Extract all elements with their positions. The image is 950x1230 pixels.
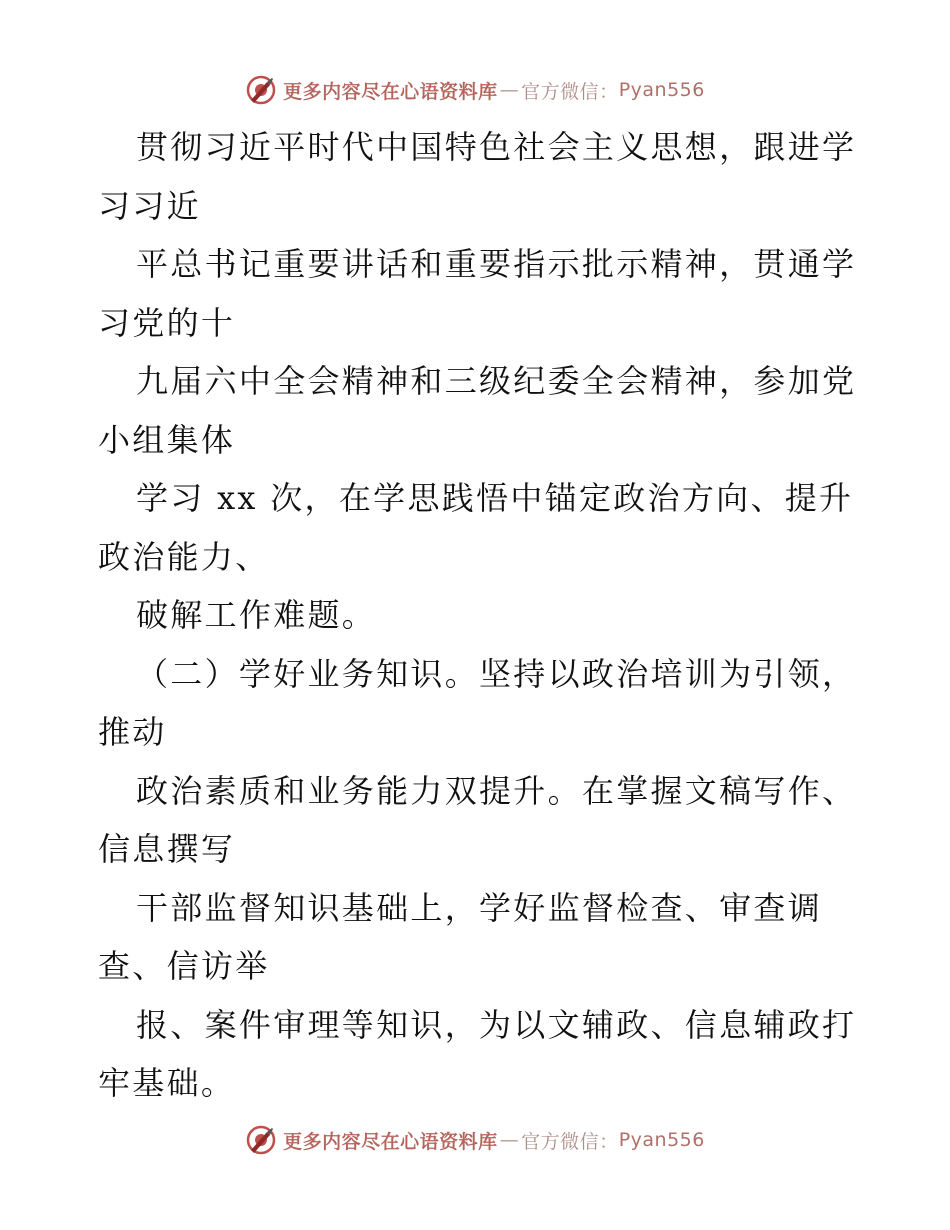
watermark-dash: — xyxy=(499,79,520,101)
text-line: 牢基础。 xyxy=(98,1064,236,1102)
text-line: 查、信访举 xyxy=(98,947,270,985)
watermark-official-label: 官方微信： xyxy=(521,80,619,103)
watermark-dash: — xyxy=(499,1129,520,1151)
watermark-wechat-id: Pyan556 xyxy=(618,1129,705,1151)
text-line: 习习近 xyxy=(98,186,201,225)
text-line: 信息撰写 xyxy=(98,830,236,868)
header-watermark xyxy=(0,72,950,108)
watermark-site-text: 更多内容尽在心语资料库 xyxy=(283,80,498,103)
watermark-site-text: 更多内容尽在心语资料库 xyxy=(283,1130,498,1153)
watermark-official-label: 官方微信： xyxy=(521,1130,619,1153)
text-line: 小组集体 xyxy=(98,420,236,459)
text-line: 习党的十 xyxy=(98,303,236,342)
text-line: 报、案件审理等知识，为以文辅政、信息辅政打 xyxy=(136,1005,857,1044)
text-line: 推动 xyxy=(98,713,167,751)
text-line: 破解工作难题。 xyxy=(136,596,377,634)
text-line: 九届六中全会精神和三级纪委全会精神，参加党 xyxy=(136,362,857,400)
pen-logo-icon xyxy=(245,74,277,106)
text-line: 学习 xx 次，在学思践悟中锚定政治方向、提升 xyxy=(136,479,854,517)
pen-logo-icon xyxy=(245,1124,277,1156)
footer-watermark xyxy=(0,1122,950,1158)
text-line: 贯彻习近平时代中国特色社会主义思想，跟进学 xyxy=(136,128,857,166)
text-line: （二）学好业务知识。坚持以政治培训为引领， xyxy=(136,654,857,693)
watermark-wechat-id: Pyan556 xyxy=(618,79,705,101)
text-line: 政治素质和业务能力双提升。在掌握文稿写作、 xyxy=(136,771,857,810)
text-line: 平总书记重要讲话和重要指示批示精神，贯通学 xyxy=(136,245,857,283)
document-body xyxy=(98,118,858,1113)
text-line: 干部监督知识基础上，学好监督检查、审查调 xyxy=(136,888,823,927)
text-line: 政治能力、 xyxy=(98,537,270,576)
